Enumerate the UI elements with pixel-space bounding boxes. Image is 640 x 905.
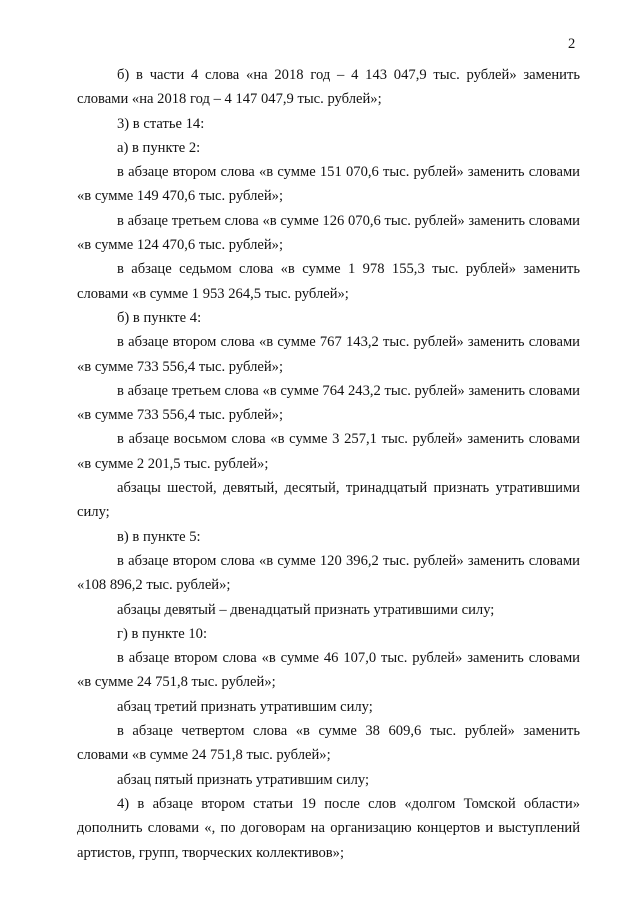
paragraph: б) в пункте 4:: [117, 309, 202, 326]
paragraph: абзацы шестой, девятый, десятый, тринадцатый признать утратившими силу;: [77, 480, 580, 521]
paragraph: г) в пункте 10:: [117, 625, 207, 642]
document-body: [77, 63, 580, 865]
paragraph: в абзаце втором слова «в сумме 151 070,6 тыс. рублей» заменить словами «в сумме 149 470,6 тыс. рублей»;: [77, 164, 580, 205]
paragraph: абзацы девятый – двенадцатый признать утратившими силу;: [117, 601, 495, 618]
paragraph: в абзаце третьем слова «в сумме 126 070,6 тыс. рублей» заменить словами «в сумме 124 470,6 тыс. рублей»;: [77, 212, 580, 254]
paragraph: а) в пункте 2:: [117, 139, 201, 156]
paragraph: в абзаце втором слова «в сумме 120 396,2 тыс. рублей» заменить словами «108 896,2 тыс. рублей»;: [77, 552, 580, 594]
paragraph: в абзаце третьем слова «в сумме 764 243,2 тыс. рублей» заменить словами «в сумме 733 556,4 тыс. рублей»;: [77, 382, 580, 424]
paragraph: 3) в статье 14:: [117, 115, 205, 132]
paragraph: абзац третий признать утратившим силу;: [117, 698, 373, 715]
paragraph: 4) в абзаце втором статьи 19 после слов «долгом Томской области» дополнить словами «, по договорам на организацию концертов и выступлений артистов, групп, творческих коллективов»;: [77, 795, 580, 861]
paragraph: в абзаце втором слова «в сумме 767 143,2 тыс. рублей» заменить словами «в сумме 733 556,4 тыс. рублей»;: [77, 334, 580, 375]
paragraph: в абзаце седьмом слова «в сумме 1 978 155,3 тыс. рублей» заменить словами «в сумме 1 953 264,5 тыс. рублей»;: [77, 261, 580, 302]
paragraph: в абзаце восьмом слова «в сумме 3 257,1 тыс. рублей» заменить словами «в сумме 2 201,5 тыс. рублей»;: [77, 431, 580, 472]
paragraph: б) в части 4 слова «на 2018 год – 4 143 047,9 тыс. рублей» заменить словами «на 2018 год – 4 147 047,9 тыс. рублей»;: [77, 67, 580, 108]
paragraph: абзац пятый признать утратившим силу;: [117, 771, 370, 788]
page-number: 2: [568, 36, 576, 52]
paragraph: в) в пункте 5:: [117, 528, 201, 545]
paragraph: в абзаце четвертом слова «в сумме 38 609,6 тыс. рублей» заменить словами «в сумме 24 751,8 тыс. рублей»;: [77, 723, 580, 764]
paragraph: в абзаце втором слова «в сумме 46 107,0 тыс. рублей» заменить словами «в сумме 24 751,8 тыс. рублей»;: [77, 650, 580, 691]
